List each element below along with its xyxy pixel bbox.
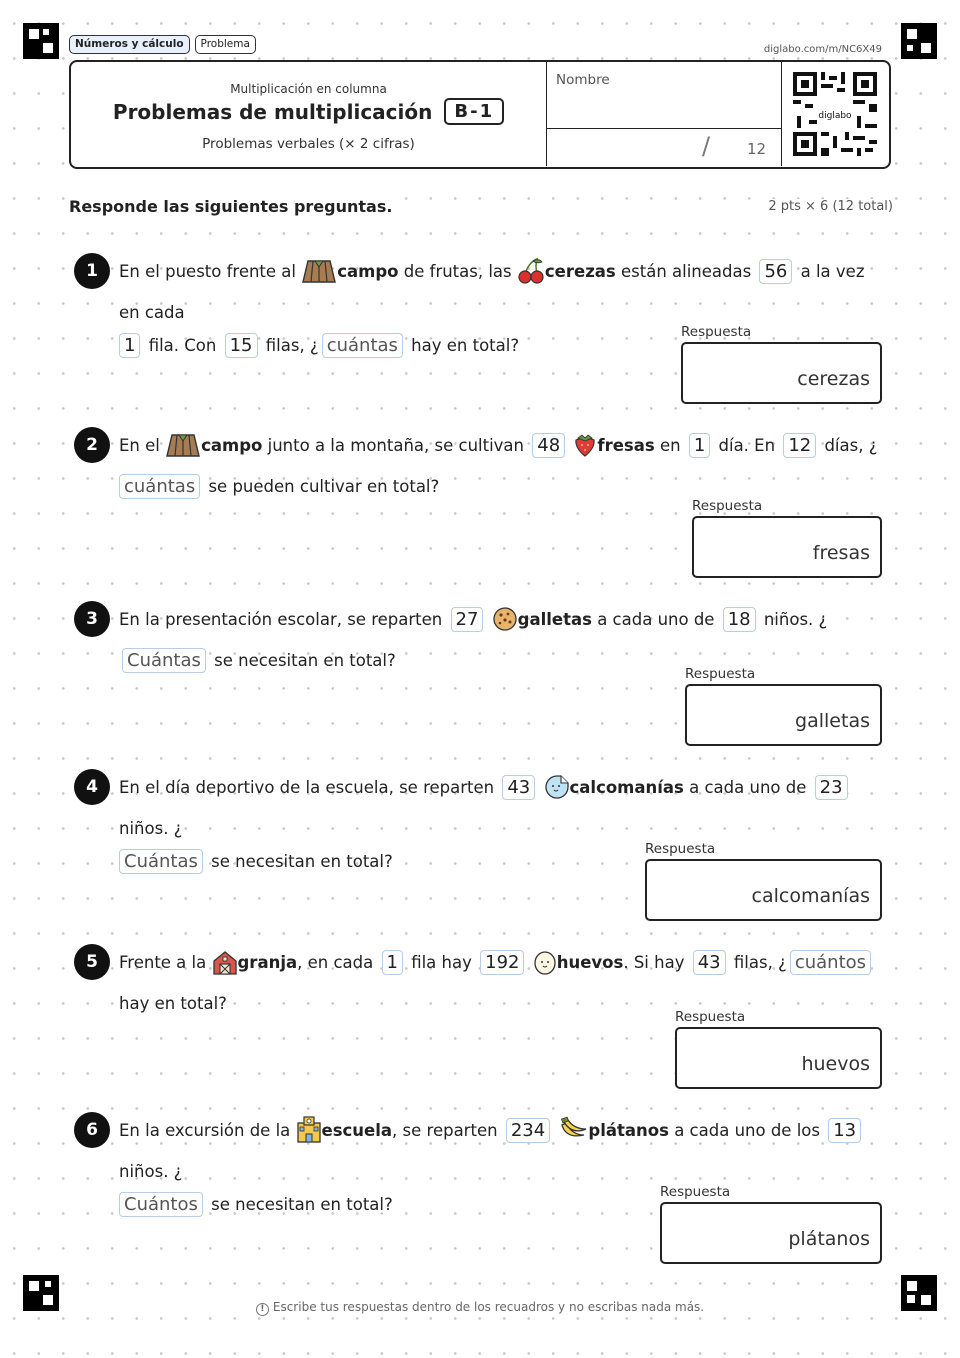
question-number: 1: [74, 253, 110, 289]
worksheet-title: Problemas de multiplicación: [112, 99, 433, 124]
answer-unit: huevos: [801, 1053, 870, 1075]
answer-unit: fresas: [812, 542, 870, 564]
question-text: [119, 946, 881, 1020]
text-segment: día. En: [713, 436, 776, 455]
text-segment: a cada uno de los: [668, 1121, 820, 1140]
text-segment: junto a la montaña, se cultivan: [262, 436, 524, 455]
item-school: escuela: [321, 1121, 393, 1140]
text-segment: , se reparten: [392, 1121, 498, 1140]
number-box: 1: [689, 433, 710, 458]
question-word-box: Cuántos: [119, 1192, 203, 1217]
worksheet-description: Problemas verbales (× 2 cifras): [202, 136, 415, 152]
number-box: 27: [451, 607, 484, 632]
text-segment: se pueden cultivar en total?: [203, 476, 440, 496]
egg-icon: [533, 949, 557, 987]
question-number: 6: [74, 1112, 110, 1148]
answer-box[interactable]: [645, 859, 882, 921]
category-tags: [69, 35, 256, 54]
answer-box[interactable]: [660, 1202, 882, 1264]
text-segment: En la presentación escolar, se reparten: [119, 610, 443, 629]
question-number: 4: [74, 769, 110, 805]
text-segment: están alineadas: [615, 262, 752, 281]
number-box: 18: [723, 607, 756, 632]
answer-label: Respuesta: [681, 324, 752, 340]
text-segment: hay en total?: [405, 336, 520, 355]
answer-box[interactable]: [685, 684, 882, 746]
answer-label: Respuesta: [660, 1184, 731, 1200]
text-segment: días, ¿: [819, 436, 878, 455]
strawberry-icon: [573, 430, 597, 470]
question-word-box: Cuántas: [122, 648, 206, 673]
worksheet-subtitle: Multiplicación en columna: [230, 82, 387, 96]
text-segment: filas, ¿: [728, 953, 787, 972]
text-segment: Frente a la: [119, 953, 207, 972]
answer-unit: plátanos: [788, 1228, 870, 1250]
question-word-box: Cuántas: [119, 849, 203, 874]
barn-icon: [212, 949, 238, 987]
number-box: 12: [783, 433, 816, 458]
question-number: 2: [74, 427, 110, 463]
cookie-icon: [492, 606, 518, 644]
text-segment: En el puesto frente al: [119, 262, 296, 281]
text-segment: fila. Con: [143, 336, 217, 355]
text-segment: se necesitan en total?: [205, 1195, 393, 1214]
answer-label: Respuesta: [645, 841, 716, 857]
worksheet-header: [69, 60, 891, 169]
info-icon: !: [256, 1303, 269, 1316]
item-farm: granja: [237, 953, 298, 972]
number-box: 48: [532, 433, 565, 458]
school-icon: [296, 1115, 322, 1155]
answer-box[interactable]: [681, 342, 882, 404]
number-box: 192: [480, 950, 524, 975]
field-icon: [165, 432, 201, 470]
corner-marker-top-left: [23, 23, 59, 59]
banana-icon: [558, 1115, 588, 1155]
item-field: campo: [337, 262, 399, 281]
text-segment: se necesitan en total?: [208, 650, 396, 670]
text-segment: En el: [119, 436, 160, 455]
question-text: [119, 429, 881, 503]
text-segment: niños. ¿: [758, 610, 828, 629]
answer-box[interactable]: [692, 516, 882, 578]
qr-code-icon: [793, 72, 877, 156]
number-box: 43: [502, 775, 535, 800]
number-box: 56: [759, 259, 792, 284]
item-cherries: cerezas: [544, 262, 616, 281]
item-strawberries: fresas: [597, 436, 655, 455]
name-divider: [547, 128, 781, 129]
score-slash: /: [702, 132, 711, 160]
text-segment: a cada uno de: [591, 610, 715, 629]
text-segment: . Si hay: [623, 953, 685, 972]
text-segment: En la excursión de la: [119, 1121, 291, 1140]
text-segment: En el día deportivo de la escuela, se reparten: [119, 778, 495, 797]
score-total: 12: [747, 140, 767, 158]
text-segment: a la vez en cada: [119, 262, 865, 322]
question-text: [119, 603, 881, 677]
cherry-icon: [517, 256, 545, 296]
text-segment: a cada uno de: [683, 778, 807, 797]
answer-unit: cerezas: [797, 368, 870, 390]
number-box: 23: [815, 775, 848, 800]
text-segment: se necesitan en total?: [205, 852, 393, 871]
answer-unit: galletas: [795, 710, 870, 732]
number-box: 1: [119, 333, 140, 358]
question-word-box: cuántos: [790, 950, 871, 975]
tag-category: Números y cálculo: [69, 35, 190, 54]
text-segment: filas, ¿: [260, 336, 319, 355]
question-word-box: cuántas: [322, 333, 403, 358]
sticker-icon: [544, 774, 570, 812]
field-icon: [301, 258, 337, 296]
item-field: campo: [201, 436, 263, 455]
question-number: 5: [74, 944, 110, 980]
title-row: [71, 98, 546, 125]
item-cookies: galletas: [517, 610, 592, 629]
text-segment: niños. ¿: [119, 1161, 183, 1181]
question-word-box: cuántas: [119, 474, 200, 499]
footer-note: [0, 1300, 960, 1316]
name-label: Nombre: [556, 72, 610, 88]
worksheet-code: B-1: [444, 98, 504, 125]
answer-label: Respuesta: [692, 498, 763, 514]
number-box: 1: [382, 950, 403, 975]
instructions: Responde las siguientes preguntas.: [69, 197, 393, 216]
text-segment: fila hay: [405, 953, 472, 972]
answer-box[interactable]: [675, 1027, 882, 1089]
text-segment: , en cada: [297, 953, 374, 972]
text-segment: de frutas, las: [398, 262, 512, 281]
footer-text: Escribe tus respuestas dentro de los recuadros y no escribas nada más.: [272, 1300, 705, 1314]
answer-label: Respuesta: [675, 1009, 746, 1025]
number-box: 43: [693, 950, 726, 975]
text-segment: hay en total?: [119, 993, 227, 1013]
item-bananas: plátanos: [588, 1121, 669, 1140]
number-box: 15: [225, 333, 258, 358]
item-stickers: calcomanías: [569, 778, 684, 797]
text-segment: en: [654, 436, 681, 455]
item-eggs: huevos: [556, 953, 624, 972]
qr-label: diglabo: [818, 111, 852, 121]
tag-type: Problema: [195, 35, 256, 54]
points-info: 2 pts × 6 (12 total): [768, 199, 893, 214]
answer-unit: calcomanías: [751, 885, 870, 907]
name-score-area: [546, 62, 782, 166]
answer-label: Respuesta: [685, 666, 756, 682]
page-url: diglabo.com/m/NC6X49: [763, 44, 882, 55]
question-number: 3: [74, 601, 110, 637]
text-segment: niños. ¿: [119, 818, 183, 838]
number-box: 13: [828, 1118, 861, 1143]
number-box: 234: [506, 1118, 550, 1143]
corner-marker-top-right: [901, 23, 937, 59]
